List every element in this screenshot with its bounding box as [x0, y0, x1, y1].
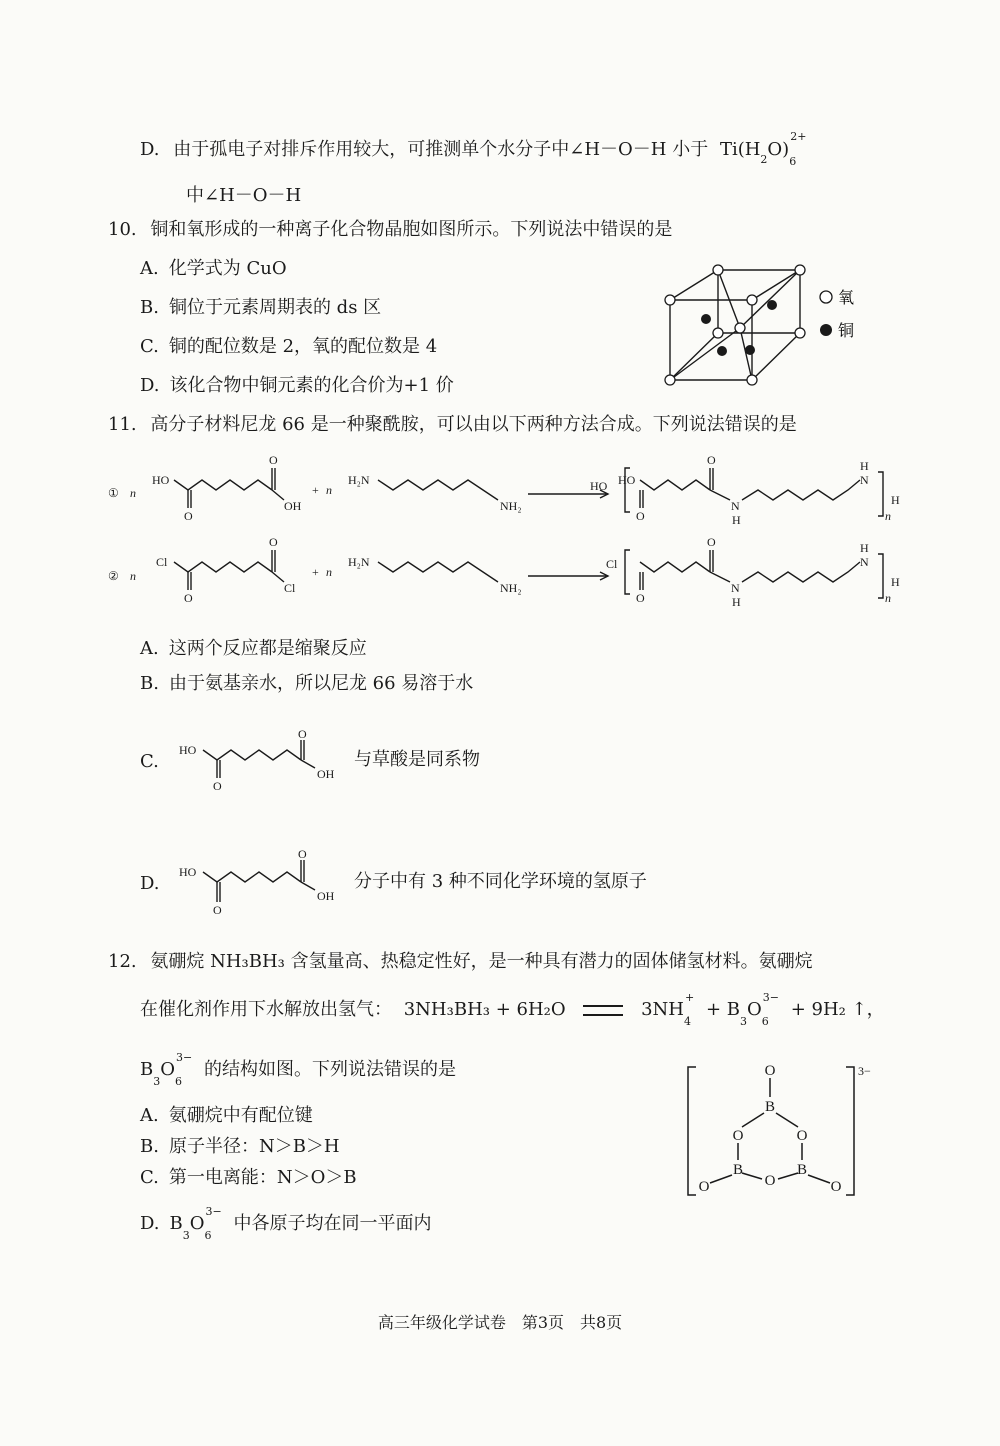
- svg-text:O: O: [298, 728, 307, 741]
- svg-text:H: H: [732, 513, 741, 527]
- svg-text:+: +: [312, 565, 319, 579]
- page-footer: 高三年级化学试卷 第3页 共8页: [377, 1313, 623, 1332]
- svg-text:H: H: [891, 493, 900, 507]
- svg-text:O: O: [732, 1128, 744, 1144]
- reaction-1-number: ①: [108, 486, 119, 500]
- b3o6-structure-diagram: [680, 1055, 890, 1205]
- q12-stem-line2: 在催化剂作用下水解放出氢气： 3NH₃BH₃ + 6H₂O $3NH_4^+ + B_3O_6^{3-} + 9H_2$ ↑，: [140, 991, 885, 1028]
- svg-text:n: n: [130, 569, 136, 583]
- q11-option-d-label: D.: [140, 873, 160, 894]
- svg-text:Cl: Cl: [284, 581, 296, 595]
- svg-text:O: O: [184, 591, 193, 605]
- svg-text:H: H: [860, 459, 869, 473]
- svg-text:OH: OH: [317, 767, 335, 781]
- q12-option-b: B. 原子半径：N＞B＞H: [140, 1136, 340, 1157]
- svg-text:N: N: [731, 581, 740, 595]
- svg-text:H₂N: H₂N: [348, 555, 370, 569]
- svg-text:HO: HO: [590, 479, 608, 493]
- svg-text:OH: OH: [317, 889, 335, 903]
- svg-text:H: H: [732, 595, 741, 609]
- svg-text:NH₂: NH₂: [500, 499, 522, 513]
- svg-text:H: H: [891, 575, 900, 589]
- q12-option-d: D. $B_3O_6^{3-}$ 中各原子均在同一平面内: [140, 1205, 432, 1242]
- svg-text:O: O: [698, 1179, 710, 1195]
- svg-text:HO: HO: [618, 473, 636, 487]
- q12-stem-line1: 氨硼烷 NH₃BH₃ 含氢量高、热稳定性好，是一种具有潜力的固体储氢材料。氨硼烷: [150, 951, 813, 972]
- q12-structure-intro: $B_3O_6^{3-}$ 的结构如图。下列说法错误的是: [140, 1051, 456, 1088]
- svg-text:HO: HO: [179, 865, 197, 879]
- q12-number: 12.: [108, 951, 137, 972]
- q11-option-c-text: 与草酸是同系物: [354, 749, 480, 770]
- legend-copper-label: 铜: [838, 323, 855, 340]
- q12-equation-right: $3NH_4^+ + B_3O_6^{3-} + 9H_2$ ↑，: [641, 991, 885, 1028]
- q10-option-a: A. 化学式为 CuO: [140, 258, 287, 279]
- svg-text:O: O: [213, 903, 222, 917]
- svg-text:H: H: [860, 541, 869, 555]
- q10-option-d: D. 该化合物中铜元素的化合价为+1 价: [140, 375, 454, 396]
- adipic-acid-structure-d: [175, 846, 355, 920]
- reaction-2-number: ②: [108, 569, 119, 583]
- q11-option-b: B. 由于氨基亲水，所以尼龙 66 易溶于水: [140, 673, 474, 694]
- q11-option-c-label: C.: [140, 751, 159, 772]
- q9-option-d-label: D.: [140, 139, 160, 160]
- legend-oxygen-label: 氧: [838, 290, 855, 307]
- svg-text:O: O: [636, 509, 645, 523]
- svg-text:OH: OH: [284, 499, 302, 513]
- q10-stem: [108, 218, 672, 242]
- reaction-1-diagram: [108, 448, 908, 538]
- svg-text:O: O: [269, 453, 278, 467]
- q11-option-a: A. 这两个反应都是缩聚反应: [140, 638, 367, 659]
- svg-text:O: O: [707, 453, 716, 467]
- svg-text:n: n: [326, 483, 332, 497]
- svg-text:O: O: [213, 779, 222, 793]
- q9-option-d: [140, 130, 812, 168]
- svg-text:Cl: Cl: [156, 555, 168, 569]
- svg-text:O: O: [707, 535, 716, 549]
- svg-text:O: O: [184, 509, 193, 523]
- svg-text:N: N: [860, 555, 869, 569]
- svg-text:O: O: [764, 1173, 776, 1189]
- svg-text:B: B: [764, 1099, 776, 1115]
- charge-label: 3−: [858, 1064, 871, 1078]
- q12-equation-left: 3NH₃BH₃ + 6H₂O: [403, 999, 566, 1020]
- q9-formula: $Ti(H_2O)_6^{2+}$: [719, 130, 807, 168]
- svg-text:O: O: [636, 591, 645, 605]
- svg-text:+: +: [312, 483, 319, 497]
- svg-text:O: O: [764, 1063, 776, 1079]
- svg-text:N: N: [731, 499, 740, 513]
- q11-number: 11.: [108, 414, 137, 435]
- crystal-cell-diagram: [650, 255, 880, 400]
- adipic-acid-structure-c: [175, 728, 355, 798]
- q11-stem: [108, 413, 797, 437]
- svg-text:O: O: [796, 1128, 808, 1144]
- q12-stem: [108, 950, 813, 974]
- svg-text:NH₂: NH₂: [500, 581, 522, 595]
- q10-option-b: B. 铜位于元素周期表的 ds 区: [140, 297, 382, 318]
- svg-text:N: N: [860, 473, 869, 487]
- reaction-2-diagram: [108, 530, 908, 620]
- q10-number: 10.: [108, 219, 137, 240]
- svg-text:n: n: [130, 486, 136, 500]
- q11-stem-text: 高分子材料尼龙 66 是一种聚酰胺，可以由以下两种方法合成。下列说法错误的是: [150, 414, 797, 435]
- svg-text:B: B: [732, 1162, 744, 1178]
- svg-text:O: O: [830, 1179, 842, 1195]
- q12-option-a: A. 氨硼烷中有配位键: [140, 1105, 313, 1126]
- svg-text:n: n: [326, 565, 332, 579]
- svg-text:HO: HO: [152, 473, 170, 487]
- q10-stem-text: 铜和氧形成的一种离子化合物晶胞如图所示。下列说法中错误的是: [150, 219, 673, 240]
- q11-option-d-text: 分子中有 3 种不同化学环境的氢原子: [354, 871, 647, 892]
- q9-option-d-line2: 中∠H－O－H: [186, 185, 302, 206]
- svg-text:H₂N: H₂N: [348, 473, 370, 487]
- svg-text:O: O: [269, 535, 278, 549]
- q9-option-d-text: 由于孤电子对排斥作用较大，可推测单个水分子中∠H－O－H 小于: [173, 139, 709, 160]
- q12-option-c: C. 第一电离能：N＞O＞B: [140, 1167, 357, 1188]
- equals-sign: [583, 1005, 623, 1016]
- svg-text:n: n: [885, 509, 891, 523]
- q10-option-c: C. 铜的配位数是 2，氧的配位数是 4: [140, 336, 438, 357]
- svg-text:Cl: Cl: [606, 557, 618, 571]
- svg-text:B: B: [796, 1162, 808, 1178]
- svg-text:HO: HO: [179, 743, 197, 757]
- svg-text:n: n: [885, 591, 891, 605]
- svg-text:O: O: [298, 847, 307, 861]
